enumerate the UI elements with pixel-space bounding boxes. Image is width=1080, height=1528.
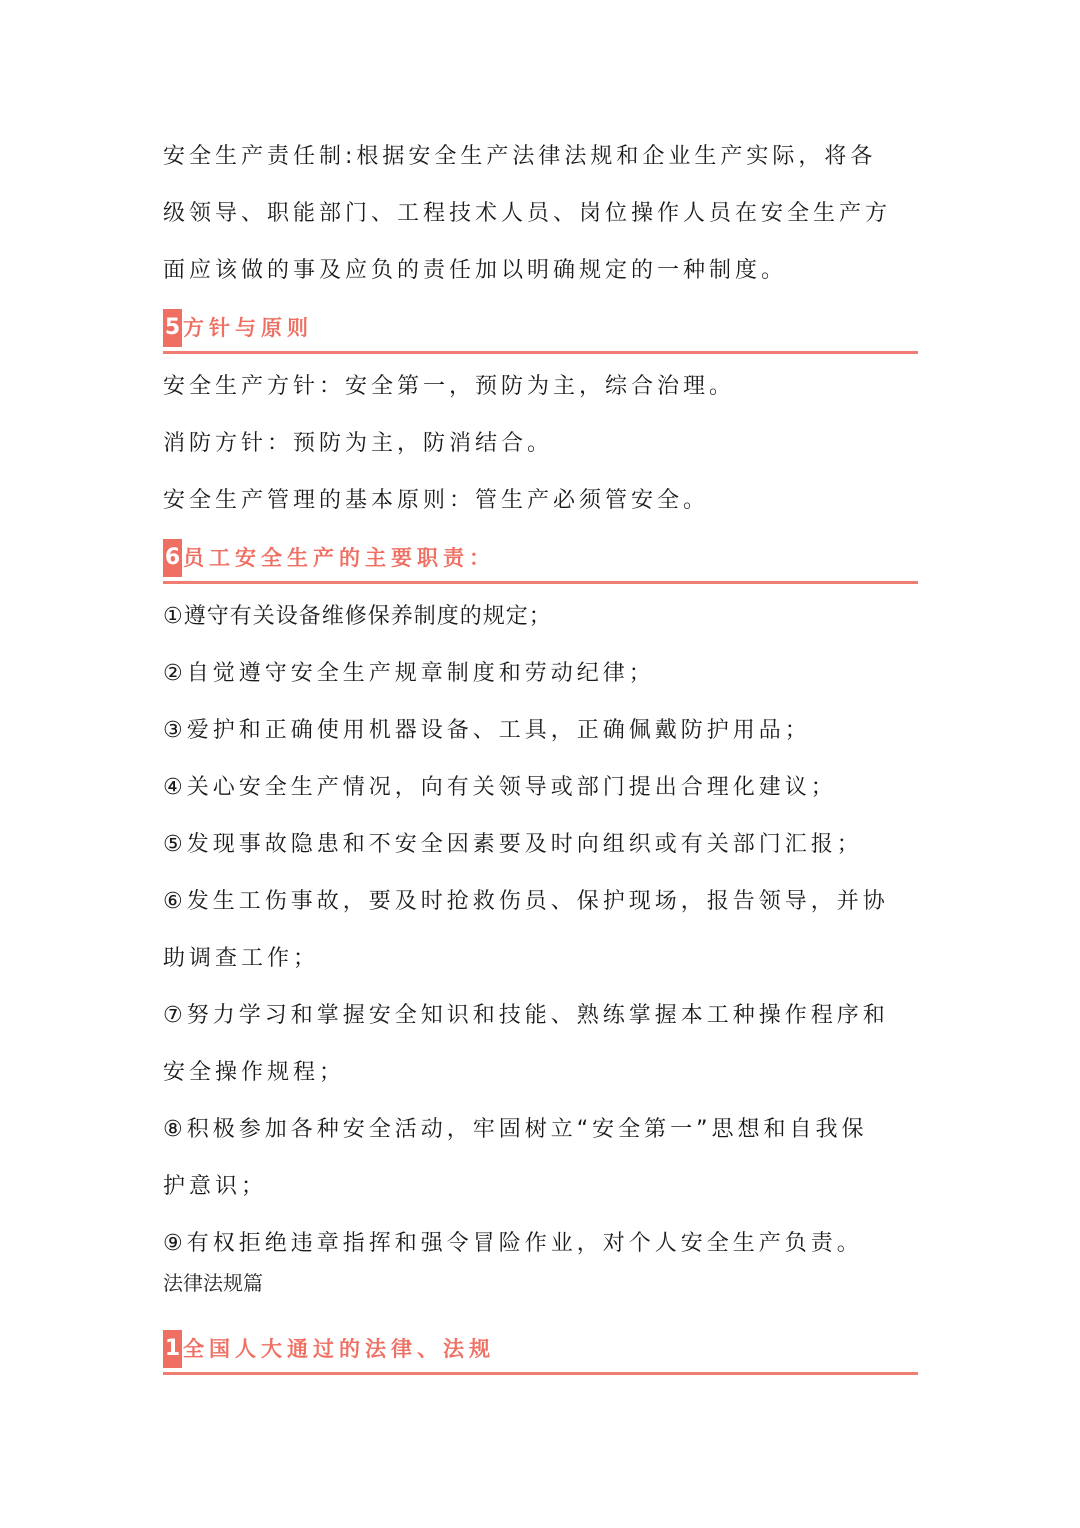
duty-item-5: ⑤发现事故隐患和不安全因素要及时向组织或有关部门汇报； <box>163 832 863 857</box>
duty-item-6-line-2: 助调查工作； <box>163 946 320 971</box>
section-6-number: 6 <box>163 539 182 577</box>
document-body <box>163 128 918 1379</box>
duty-item-2: ②自觉遵守安全生产规章制度和劳动纪律； <box>163 661 655 686</box>
section-5-number: 5 <box>163 309 182 347</box>
section-5-line-1: 安全生产方针：安全第一，预防为主，综合治理。 <box>163 374 736 399</box>
intro-line-3: 面应该做的事及应负的责任加以明确规定的一种制度。 <box>163 258 788 283</box>
section-5-line-3: 安全生产管理的基本原则：管生产必须管安全。 <box>163 488 710 513</box>
section-1-heading <box>163 1326 918 1375</box>
duty-item-7-line-1: ⑦努力学习和掌握安全知识和技能、熟练掌握本工种操作程序和 <box>163 1003 889 1028</box>
section-6-heading <box>163 535 918 584</box>
duty-item-7-line-2: 安全操作规程； <box>163 1060 346 1085</box>
intro-line-2: 级领导、职能部门、工程技术人员、岗位操作人员在安全生产方 <box>163 201 892 226</box>
section-1-title: 全国人大通过的法律、法规 <box>183 1337 495 1361</box>
duty-item-1: ①遵守有关设备维修保养制度的规定； <box>163 604 552 629</box>
duty-item-8-line-1: ⑧积极参加各种安全活动，牢固树立“安全第一”思想和自我保 <box>163 1117 868 1142</box>
duty-item-6-line-1: ⑥发生工伤事故，要及时抢救伤员、保护现场，报告领导，并协 <box>163 889 889 914</box>
duty-item-3: ③爱护和正确使用机器设备、工具，正确佩戴防护用品； <box>163 718 811 743</box>
duty-item-9: ⑨有权拒绝违章指挥和强令冒险作业，对个人安全生产负责。 <box>163 1231 863 1256</box>
part-title: 法律法规篇 <box>163 1271 263 1295</box>
intro-line-1: 安全生产责任制:根据安全生产法律法规和企业生产实际，将各 <box>163 144 877 169</box>
section-5-line-2: 消防方针：预防为主，防消结合。 <box>163 431 554 456</box>
section-6-title: 员工安全生产的主要职责： <box>183 546 495 570</box>
section-5-heading <box>163 305 918 354</box>
duty-item-8-line-2: 护意识； <box>163 1174 268 1199</box>
duty-item-4: ④关心安全生产情况，向有关领导或部门提出合理化建议； <box>163 775 837 800</box>
section-1-number: 1 <box>163 1330 182 1368</box>
section-5-title: 方针与原则 <box>183 316 313 340</box>
